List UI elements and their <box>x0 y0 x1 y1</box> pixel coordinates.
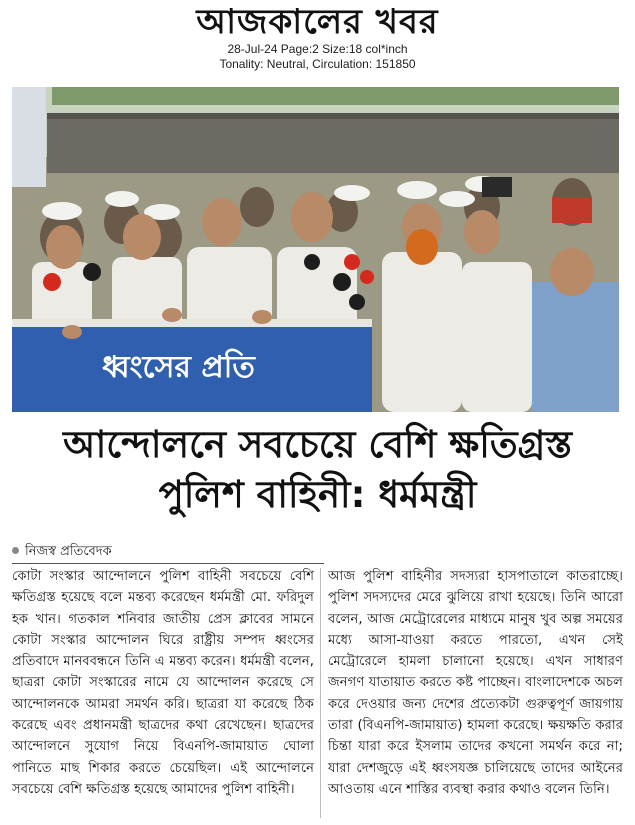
article-column-2: আজ পুলিশ বাহিনীর সদস্যরা হাসপাতালে কাতরাচ্ছে। পুলিশ সদস্যদের মেরে ঝুলিয়ে রাখা হয়েছে। তিনি আরো বলেন, আজ মেট্রোরেলের মাধ্যমে মানুষ খুব অল্প সময়ের মধ্যে আসা-যাওয়া করতে পারতো, এখন সেই মেট্রোরেলে হামলা চালানো হয়েছে। এখন সাধারণ জনগণ যাতায়াত করতে কষ্ট পাচ্ছেন। বাংলাদেশকে অচল করে দেওয়ার জন্য দেশের প্রত্যেকটা গুরুত্বপূর্ণ জায়গায় তারা (বিএনপি-জামায়াত) হামলা করেছে। ক্ষয়ক্ষতি করার চিন্তা যারা করে ইসলাম তাদের কখনো সমর্থন করে না; যারা দেশজুড়ে এই ধ্বংসযজ্ঞ চালিয়েছে তাদের আইনের আওতায় এনে শাস্তির ব্যবস্থা করার কথাও বলেন তিনি। <box>328 569 623 797</box>
headline-line-1: আন্দোলনে সবচেয়ে বেশি ক্ষতিগ্রস্ত <box>63 423 572 466</box>
bullet-icon <box>12 547 19 554</box>
banner-text: ধ্বংসের প্রতি <box>102 350 255 385</box>
article-column-1: কোটা সংস্কার আন্দোলনে পুলিশ বাহিনী সবচেয়ে বেশি ক্ষতিগ্রস্ত হয়েছে বলে মন্তব্য করেছেন ধর্মমন্ত্রী মো. ফরিদুল হক খান। গতকাল শনিবার জাতীয় প্রেস ক্লাবের সামনে কোটা সংস্কার আন্দোলন ঘিরে রাষ্ট্রীয় সম্পদ ধ্বংসের প্রতিবাদে মানববন্ধনে তিনি এ মন্তব্য করেন। ধর্মমন্ত্রী বলেন, ছাত্ররা কোটা সংস্কারের নামে যে আন্দোলন করেছে সে আন্দোলনকে আমরা সমর্থন করি। ছাত্ররা যা করেছে ঠিক করেছে এবং প্রধানমন্ত্রী ছাত্রদের কথা রেখেছেন। ছাত্রদের আন্দোলনে সুযোগ নিয়ে বিএনপি-জামায়াত ঘোলা পানিতে মাছ শিকার করতে চেয়েছিল। এই আন্দোলনে সবচেয়ে বেশি ক্ষতিগ্রস্ত হয়েছে আমাদের পুলিশ বাহিনী। <box>12 569 314 797</box>
headline-line-2: পুলিশ বাহিনী: ধর্মমন্ত্রী <box>158 473 477 516</box>
byline-rule <box>12 563 324 564</box>
news-photo <box>12 87 619 412</box>
clipping-meta-line-1: 28-Jul-24 Page:2 Size:18 col*inch <box>227 42 408 56</box>
masthead <box>0 0 635 72</box>
column-divider <box>320 568 321 818</box>
byline <box>12 543 142 561</box>
clipping-meta-line-2: Tonality: Neutral, Circulation: 151850 <box>219 57 416 71</box>
headline <box>12 420 623 520</box>
newspaper-logo: আজকালের খবর <box>196 2 439 42</box>
news-photo-illustration <box>12 87 619 412</box>
byline-text: নিজস্ব প্রতিবেদক <box>25 544 112 559</box>
